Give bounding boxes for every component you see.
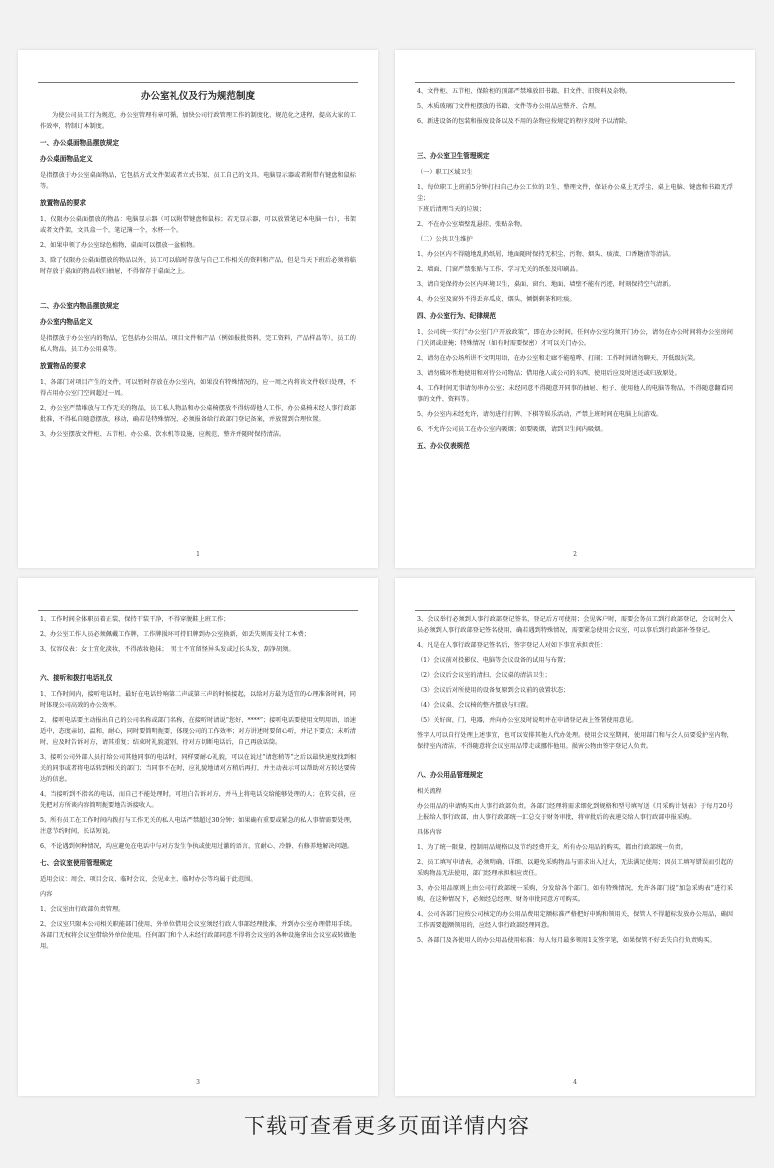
list-item: （4）会议桌、会议椅的整齐摆放与归置。	[417, 702, 533, 709]
paragraph: 3、除了仅限办公桌面摆放的物品以外，员工可以临时存放与自己工作相关的资料和产品，但是当天下班后必须将临时存放于桌面的物品收归抽屉，不得留存于桌面之上。	[40, 257, 356, 275]
list-item: （2）会议后会议室的清扫、会议桌的清洁卫生；	[417, 672, 551, 679]
document-page-1	[18, 50, 378, 568]
paragraph: 为使公司员工行为规范，办公室管理有章可循，加快公司行政管理工作的制度化、规范化之进程，提高大家的工作效率，特制订本制度。	[40, 112, 356, 130]
paragraph: 2、办公室工作人员必须佩戴工作牌，工作牌损坏可持旧牌到办公室换新，如丢失则需支付工本费；	[40, 631, 310, 638]
paragraph: 2、办公室严禁堆放与工作无关的物品，员工私人物品和办公桌椅摆放不得妨碍他人工作，办公桌椅未经人事行政部批准，不得私自随意摆放，移动，确若是特殊情况，必须报备给行政部门登记备案，并放置到合理位置。	[40, 405, 356, 423]
paragraph: 3、仪容仪表：女士宜化淡妆，不得浓妆艳抹； 男士不宜留怪异头发或过长头发，刮净胡须。	[40, 646, 295, 653]
paragraph: 6、不论遇到何种情况，均应避免在电话中与对方发生争执或使用过激的语言，宜耐心、冷静、有修养地解决问题。	[40, 843, 354, 850]
page-content	[417, 614, 733, 1070]
download-caption: 下载可查看更多页面详情内容	[244, 1114, 530, 1138]
header-rule	[38, 610, 358, 611]
subsection-heading: （二）公共卫生维护	[417, 236, 473, 243]
page-content	[40, 86, 356, 542]
paragraph: 2、请勿在办公场所讲不文明用语，在办公室和走廊不能喧哗、打闹；工作时间请勿聊天、开低级玩笑。	[417, 355, 700, 362]
paragraph: 2、员工填写申请表，必须明确、详细、以避免采购物品与需求出入过大，无法满足使用；因员工填写错误而引起的采购物品无法使用，部门经理承担相应责任。	[417, 859, 733, 877]
page-number: 1	[196, 551, 200, 558]
paragraph: 3、接听公司外部人员打给公司其他同事的电话时，同样要耐心礼貌，可以在说过“请您稍等”之后以最快速度找到相关的同事或者将电话转到相关的部门；当同事不在时，应礼貌地请对方稍后再打，并主动表示可以帮助对方转达要传达的信息。	[40, 754, 356, 783]
document-page-3	[18, 578, 378, 1096]
header-rule	[415, 82, 735, 83]
page-number: 3	[196, 1079, 200, 1086]
page-content	[40, 614, 356, 1070]
paragraph: 1、仅限办公桌面摆放的物品：电脑显示器（可以附带键盘和鼠标；若无显示器，可以放置笔记本电脑一台），书架或者文件架，文具盒一个，笔记簿一个，水杯一个。	[40, 216, 356, 234]
subsection-heading: 放置物品的要求	[40, 362, 87, 370]
section-heading: 一、办公桌面物品摆放规定	[40, 139, 120, 147]
list-item: （5）关好窗，门，电器，并向办公室及时说明并在申请登记表上签署使用意见。	[417, 717, 638, 724]
paragraph: 2、不在办公室墙壁乱悬挂、张贴杂物。	[417, 221, 527, 228]
paragraph: 6、不允许公司员工在办公室内吸烟；如要吸烟，请到卫生间内吸烟。	[417, 426, 607, 433]
paragraph: 4、工作时间无事请勿串办公室；未经同意不得随意开同事的抽屉、柜子、使用他人的电脑等物品，不得随意翻看同事的文件、资料等。	[417, 385, 733, 403]
page-content	[417, 86, 733, 542]
paragraph: 4、公司各部门应按公司核定的办公用品费用定额标准严格把好申购和领用关，保管人不得超标发放办公用品，确因工作需要超额领用的，应经人事行政部经理同意。	[417, 911, 733, 929]
paragraph: 3、办公用品原则上由公司行政部统一采购，分发给各个部门。如有特殊情况，允许各部门提“加急采购表”进行采购，在这种情况下，必须经总经理、财务审批同意方可购买。	[417, 885, 733, 903]
section-heading: 三、办公室卫生管理规定	[417, 152, 490, 160]
paragraph: 内容	[40, 891, 53, 898]
paragraph: 2、 接听电话要主动报出自己的公司名称或部门名称，在接听时请说“您好，****”；接听电话要使用文明用语，语速适中，态度亲切，温和，耐心，同时要简明扼要，体现公司的工作效率；对方讲述时要留心听，并记下要点；未听清时，应及时告诉对方，请其重复；结束时礼貌道别，待对方切断电话后，自己再放话筒。	[40, 717, 356, 746]
list-item: （3）会议后对所使用的设备复原到会议前的放置状态；	[417, 687, 570, 694]
paragraph: 1、办公区内不得随地乱扔纸屑，地面随时保持无积尘、污物、烟头、痰渍、口香糖渣等清洁。	[417, 251, 675, 258]
header-rule	[38, 82, 358, 83]
paragraph: 3、请勿破坏性地使用和对待公司物品；借用他人或公司的东西，使用后应及时送还或归放原处。	[417, 370, 681, 377]
subsection-heading: （一）职工区域卫生	[417, 169, 473, 176]
paragraph: 下班后清理当天的垃圾；	[417, 206, 486, 213]
paragraph: 5、所有员工在工作时间内拨打与工作无关的私人电话严禁超过30分钟；如果确有重要或紧急的私人事情需要处理，注意节约时间，长话短说。	[40, 817, 356, 835]
paragraph: 具体内容	[417, 829, 442, 836]
page-number: 4	[573, 1079, 577, 1086]
section-heading: 八、办公用品管理规定	[417, 771, 483, 779]
subsection-heading: 办公室内物品定义	[40, 318, 93, 326]
section-heading: 七、会议室使用管理规定	[40, 859, 113, 867]
paragraph: 3、会议举行必须到人事行政部登记签名，登记后方可使用；会见客户时，需要会务员工到行政部登记，会议时会入员必须到人事行政部登记签名使用，确若遇到特殊情况，需要紧急使用会议室，可以事后到行政部补签登记。	[417, 616, 733, 634]
paragraph: 是指摆放于办公室桌面物品，它包括方式文件架或者立式书架、员工自己的文具、电脑显示器或者附带有键盘和鼠标等。	[40, 172, 356, 190]
paragraph: 4、凡是在人事行政部登记签名后，签字登记人对如下事宜承担责任：	[417, 642, 607, 649]
paragraph: 4、文件柜、五节柜、保险柜的顶部严禁堆放旧书籍、旧文件、旧资料及杂物。	[417, 88, 632, 95]
list-item: （1）会议前对投影仪、电脑等会议设备的试用与布置；	[417, 657, 570, 664]
paragraph: 1、为了统一限量，控制用品规格以及节约经费开支，所有办公用品的购买，都由行政部统一负责。	[417, 844, 687, 851]
paragraph: 3、请自觉保持办公区内环境卫生，桌面、窗台、地面、墙壁不能有污迹，时刻保持空气清新。	[417, 281, 675, 288]
paragraph: 3、办公室摆放文件柜、五节柜、办公桌、饮水机等设施，应规范，整齐并随时保持清洁。	[40, 431, 286, 438]
paragraph: 1、工作时间内，接听电话时，最好在电话铃响第二声或第三声的时候接起，以给对方最为适宜的心理准备时间，同时体现公司高效的办公效率。	[40, 691, 356, 709]
paragraph: 1、各部门对项目产生的文件，可以暂时存放在办公室内，如果没有特殊情况的，应一周之内将该文件收归处理，不得占用办公室门空间超过一周。	[40, 379, 356, 397]
paragraph: 2、如果申领了办公室绿色植物，桌面可以摆放一盆植物。	[40, 242, 199, 249]
paragraph: 相关流程	[417, 788, 442, 795]
document-title: 办公室礼仪及行为规范制度	[140, 91, 255, 102]
paragraph: 是指摆放于办公室内的物品，它包括办公用品，项目文件和产品（例如报批资料，完工资料，产品样品等），员工的私人物品，员工办公用桌等。	[40, 335, 356, 353]
paragraph: 5、办公室内未经允许，请勿进行打牌、下棋等娱乐活动，严禁上班时间在电脑上玩游戏。	[417, 411, 663, 418]
paragraph: 5、木质玻璃门文件柜摆放的书籍、文件等办公用品应整齐、合理。	[417, 103, 601, 110]
document-page-4	[395, 578, 755, 1096]
document-page-2	[395, 50, 755, 568]
paragraph: 1、公司统一实行“办公室门户开放政策”，即在办公时间，任何办公室均须开门办公，请勿在办公时间将办公室房间门关闭或虚掩；特殊情况（如有时需要保密）才可以关门办公。	[417, 329, 733, 347]
paragraph: 4、办公室及窗外不得丢弃瓜皮、烟头、倾倒剩茶和吐痰。	[417, 296, 576, 303]
paragraph: 5、各部门及各使用人的办公用品使用标准：每人每月最多领用1支签字笔，如果保管不好丢失自行负责购买。	[417, 937, 716, 944]
paragraph: 2、墙面、门窗严禁张贴与工作、学习无关的纸张及印刷品。	[417, 266, 582, 273]
paragraph: 适用会议：周会、项目会议、临时会议、会见业主、临时办公等均属于此范围。	[40, 876, 257, 883]
paragraph: 签字人可以自行处理上述事宜，也可以安排其他人代办处理。使用会议室期间，使用部门和与会人员要爱护室内物，保持室内清洁，不得随意将会议室用品带走或挪作他用。损害公物由签字登记人负责。	[417, 732, 733, 750]
page-number: 2	[573, 551, 577, 558]
paragraph: 4、当接听到不指名的电话，而自己不能处理时，可坦白告诉对方，并马上将电话交给能够处理的人；在转交前，应先把对方所谈内容简明扼要地告诉接收人。	[40, 791, 356, 809]
section-heading: 四、办公室行为、纪律规范	[417, 312, 497, 320]
paragraph: 1、会议室由行政部负责管理。	[40, 906, 125, 913]
paragraph: 2、会议室只限本公司相关职能部门使用，外单位借用会议室须经行政人事部经理批准，并到办公室办理借用手续。各部门无权将会议室借给外单位使用。任何部门和个人未经行政部同意不得将会议室的各种设施拿出会议室或转做他用。	[40, 921, 356, 950]
paragraph: 6、新进设备的包装和报废设备以及不用的杂物应按规定的程序及时予以清除。	[417, 118, 632, 125]
paragraph: 办公用品的申请购买由人事行政部负责。各部门经理将需求细化到规格和型号填写送《月采购计划表》于每月20号上报给人事行政部，由人事行政部统一汇总交于财务审批，将审批后的表递交给人事行政部申报采购。	[417, 803, 733, 821]
section-heading: 五、办公仪表规范	[417, 442, 470, 450]
subsection-heading: 放置物品的要求	[40, 199, 87, 207]
section-heading: 六、接听和拨打电话礼仪	[40, 674, 113, 682]
paragraph: 1、工作时间全体职员着正装，保持干装干净，不得穿脱鞋上班工作；	[40, 616, 230, 623]
header-rule	[415, 610, 735, 611]
paragraph: 1、每位职工上班前5分钟打扫自己办公工位的卫生，整理文件，保证办公桌上无浮尘，桌上电脑、键盘和书籍无浮尘；	[417, 184, 733, 202]
subsection-heading: 办公桌面物品定义	[40, 155, 93, 163]
section-heading: 二、办公室内物品摆放规定	[40, 302, 120, 310]
